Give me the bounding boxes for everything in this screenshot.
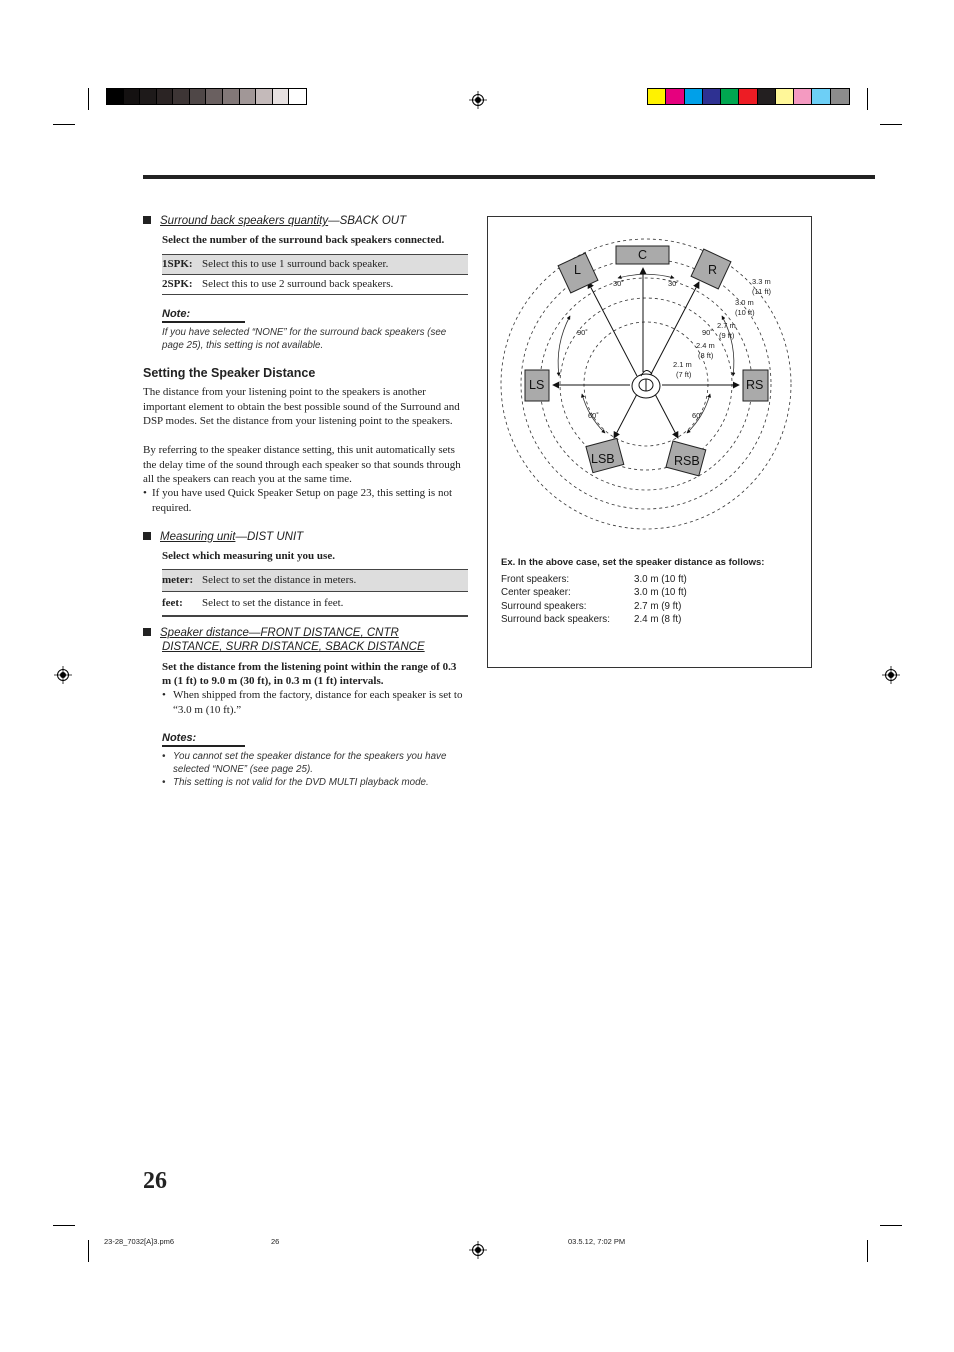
color-calibration-bar <box>647 88 850 105</box>
footer-date: 03.5.12, 7:02 PM <box>568 1237 626 1246</box>
bullet-icon: • <box>162 689 166 701</box>
option-key: 1SPK: <box>162 258 193 270</box>
angle-label: 30˚ <box>613 279 624 288</box>
crop-mark <box>88 1240 89 1262</box>
arrow-to-lsb <box>614 394 637 438</box>
paragraph: By referring to the speaker distance setting, this unit automatically sets the delay time of the sound through each speaker so that sounds through all the speakers can reach you at the same time. <box>143 444 461 485</box>
example-row <box>501 587 687 598</box>
example-value: 2.7 m (9 ft) <box>634 601 682 612</box>
color-swatch <box>124 89 141 104</box>
section-code: —SBACK OUT <box>328 215 407 227</box>
color-swatch <box>190 89 207 104</box>
section-title: Measuring unit <box>160 531 236 543</box>
example-value: 2.4 m (8 ft) <box>634 614 682 625</box>
footer-page: 26 <box>271 1237 280 1246</box>
ring-label: (8 ft) <box>698 351 714 360</box>
registration-mark-icon <box>882 666 900 684</box>
color-swatch <box>703 89 721 104</box>
ring-label: 2.4 m <box>696 341 715 350</box>
speaker-boxes <box>525 246 768 476</box>
registration-mark-icon <box>54 666 72 684</box>
dist-unit-options-table <box>162 569 468 617</box>
crop-mark <box>88 88 89 110</box>
speaker-label-c: C <box>638 248 648 262</box>
crop-mark <box>53 124 75 125</box>
example-label: Center speaker: <box>501 587 571 598</box>
example-row <box>501 574 687 585</box>
angle-label: 60˚ <box>588 411 599 420</box>
table-row <box>162 275 468 295</box>
ring-labels <box>673 277 772 379</box>
bullet-icon: • <box>162 751 166 762</box>
bullet-item <box>162 688 468 717</box>
table-row <box>162 255 468 275</box>
option-desc: Select this to use 1 surround back speaker. <box>202 258 389 270</box>
section-code: —FRONT DISTANCE, CNTR <box>248 627 399 639</box>
color-swatch <box>648 89 666 104</box>
color-swatch <box>794 89 812 104</box>
speaker-label-r: R <box>708 263 718 277</box>
color-swatch <box>721 89 739 104</box>
example-row <box>501 614 682 625</box>
example-value: 3.0 m (10 ft) <box>634 574 687 585</box>
speaker-label-lsb: LSB <box>591 452 615 466</box>
crop-mark <box>880 1225 902 1226</box>
color-swatch <box>812 89 830 104</box>
crop-mark <box>53 1225 75 1226</box>
heading-setting-speaker-distance: Setting the Speaker Distance <box>143 366 316 380</box>
bullet-item <box>143 486 468 515</box>
note-label: Note: <box>162 307 245 323</box>
color-swatch <box>206 89 223 104</box>
color-swatch <box>685 89 703 104</box>
color-swatch <box>289 89 306 104</box>
ring-label: 3.3 m <box>752 277 771 286</box>
option-desc: Select to set the distance in feet. <box>202 597 344 609</box>
grayscale-calibration-bar <box>106 88 307 105</box>
color-swatch <box>758 89 776 104</box>
ring-label: (7 ft) <box>676 370 692 379</box>
color-swatch <box>273 89 290 104</box>
sback-options-table <box>162 254 468 295</box>
example-label: Front speakers: <box>501 574 570 585</box>
registration-mark-icon <box>469 1241 487 1259</box>
arrow-to-rsb <box>655 394 678 438</box>
dist-unit-instruction: Select which measuring unit you use. <box>162 550 335 562</box>
table-row <box>162 570 468 592</box>
ring-label: (10 ft) <box>735 308 755 317</box>
section-title: Surround back speakers quantity <box>160 215 329 227</box>
paragraph: The distance from your listening point to the speakers is another important element to obtain the best possible sound of the Surround and DSP modes. Set the distance from your listening point to the speakers. <box>143 386 460 427</box>
sback-instruction: Select the number of the surround back speakers connected. <box>162 234 445 246</box>
color-swatch <box>140 89 157 104</box>
header-rule <box>143 175 875 179</box>
note-text: This setting is not valid for the DVD MULTI playback mode. <box>173 777 429 788</box>
example-value: 3.0 m (10 ft) <box>634 587 687 598</box>
option-desc: Select this to use 2 surround back speakers. <box>202 278 394 290</box>
crop-mark <box>867 1240 868 1262</box>
speaker-label-l: L <box>574 263 581 277</box>
color-swatch <box>223 89 240 104</box>
color-swatch <box>157 89 174 104</box>
section-title: Speaker distance <box>160 627 249 639</box>
bullet-text: If you have used Quick Speaker Setup on page 23, this setting is not required. <box>152 487 453 514</box>
speaker-label-ls: LS <box>529 378 545 392</box>
distance-instruction: Set the distance from the listening point within the range of 0.3 m (1 ft) to 9.0 m (30 ft), in 0.3 m (1 ft) intervals. <box>162 661 457 687</box>
page-number: 26 <box>143 1168 167 1194</box>
angle-label: 30˚ <box>668 279 679 288</box>
ring-label: 2.7 m <box>717 321 736 330</box>
section-heading-dist-unit <box>143 530 303 544</box>
note-text: You cannot set the speaker distance for the speakers you have selected “NONE” (see page 25). <box>173 751 447 775</box>
arrow-to-left <box>588 282 637 376</box>
color-swatch <box>107 89 124 104</box>
color-swatch <box>776 89 794 104</box>
angle-label: 60˚ <box>692 411 703 420</box>
speaker-label-rsb: RSB <box>674 454 700 468</box>
registration-mark-icon <box>469 91 487 109</box>
option-key: meter: <box>162 574 194 586</box>
notes-label: Notes: <box>162 731 245 747</box>
angle-arc <box>618 274 674 278</box>
color-swatch <box>256 89 273 104</box>
example-label: Surround back speakers: <box>501 614 610 625</box>
bullet-icon: • <box>162 777 166 788</box>
crop-mark <box>867 88 868 110</box>
angle-label: 90˚ <box>702 328 713 337</box>
example-label: Surround speakers: <box>501 601 587 612</box>
color-swatch <box>240 89 257 104</box>
footer-file: 23-28_7032[A]3.pm6 <box>104 1237 175 1246</box>
square-bullet-icon <box>143 628 151 636</box>
ring-label: (11 ft) <box>752 287 772 296</box>
square-bullet-icon <box>143 532 151 540</box>
section-code-line2: DISTANCE, SURR DISTANCE, SBACK DISTANCE <box>162 641 425 653</box>
speaker-layout-diagram <box>487 216 812 546</box>
section-heading-sback <box>143 214 406 228</box>
note-text: If you have selected “NONE” for the surround back speakers (see page 25), this setting is not available. <box>162 327 447 351</box>
example-row <box>501 601 682 612</box>
ring-label: (9 ft) <box>719 331 735 340</box>
table-row <box>162 592 468 617</box>
angle-arc <box>558 316 570 376</box>
square-bullet-icon <box>143 216 151 224</box>
crop-mark <box>880 124 902 125</box>
angle-label: 90˚ <box>577 328 588 337</box>
option-key: 2SPK: <box>162 278 193 290</box>
bullet-icon: • <box>143 487 147 499</box>
section-code: —DIST UNIT <box>235 531 304 543</box>
option-desc: Select to set the distance in meters. <box>202 574 357 586</box>
note-item <box>162 776 468 789</box>
ring-label: 2.1 m <box>673 360 692 369</box>
color-swatch <box>739 89 757 104</box>
color-swatch <box>666 89 684 104</box>
example-title: Ex. In the above case, set the speaker distance as follows: <box>501 557 765 568</box>
section-heading-distance <box>143 626 399 640</box>
speaker-label-rs: RS <box>746 378 764 392</box>
option-key: feet: <box>162 597 183 609</box>
note-item <box>162 750 468 776</box>
ring-label: 3.0 m <box>735 298 754 307</box>
bullet-text: When shipped from the factory, distance for each speaker is set to “3.0 m (10 ft).” <box>173 689 463 716</box>
color-swatch <box>173 89 190 104</box>
color-swatch <box>831 89 849 104</box>
